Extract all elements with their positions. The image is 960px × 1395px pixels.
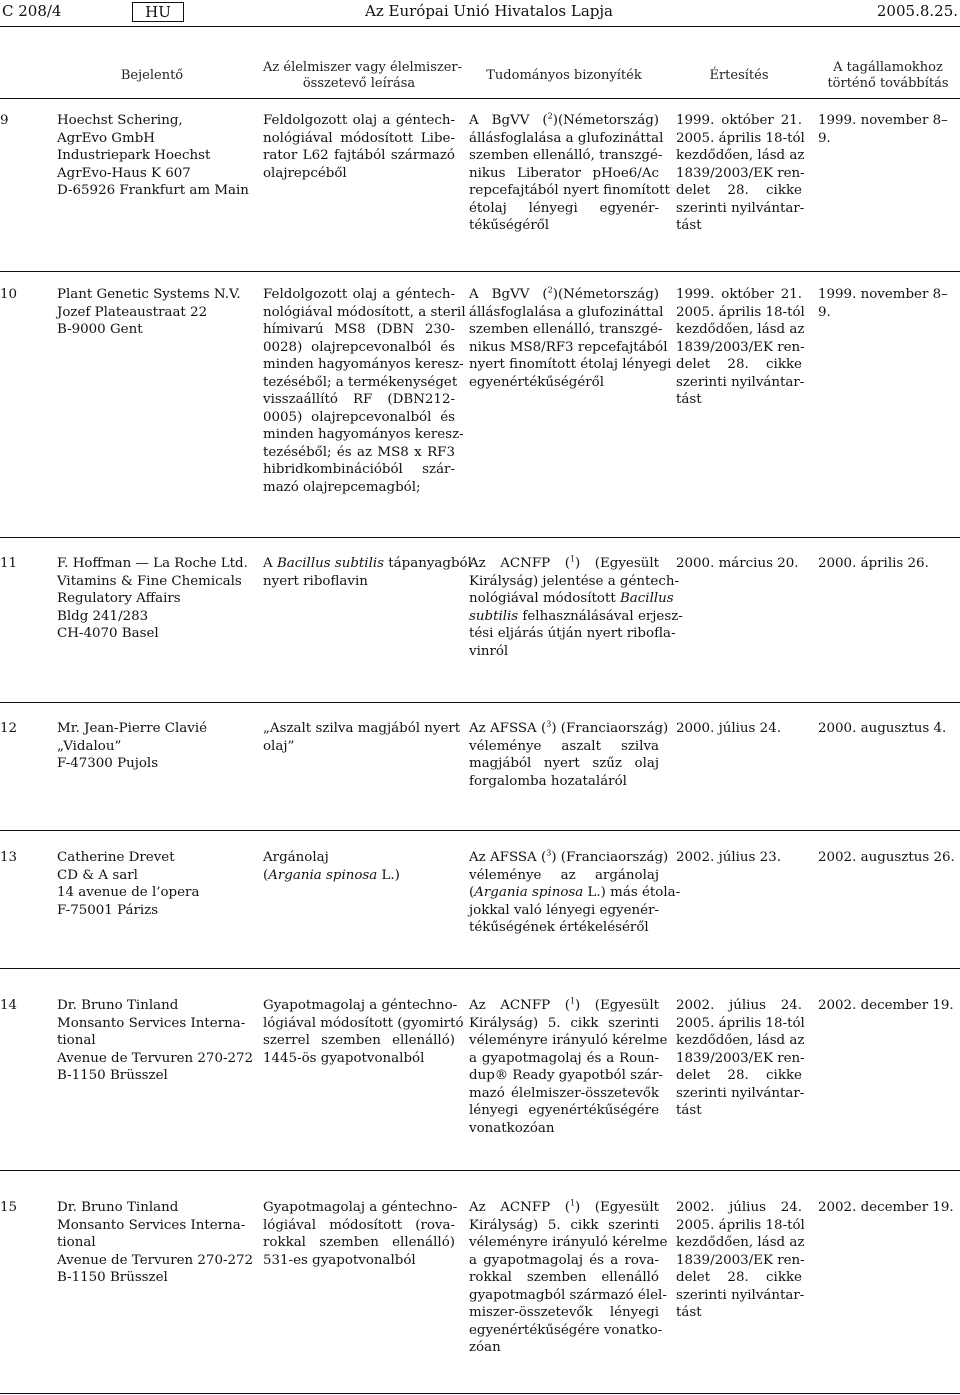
cell-line: tást bbox=[676, 1305, 702, 1320]
cell-line: F. Hoffman — La Roche Ltd. bbox=[57, 556, 248, 571]
cell-line: mazó olajrepcemagból; bbox=[263, 479, 421, 495]
cell-line: 9. bbox=[818, 304, 831, 320]
cell-line: Plant Genetic Systems N.V. bbox=[57, 287, 241, 302]
cell-line: hibridkombinációból szár- bbox=[263, 462, 455, 477]
cell-line: Monsanto Services Interna- bbox=[57, 1015, 246, 1031]
cell-line: 1999. október 21. bbox=[676, 113, 802, 128]
cell-line: 2005. április 18-tól bbox=[676, 1015, 805, 1031]
row-number: 11 bbox=[0, 556, 18, 571]
cell-line: A BgVV ($^2$)(Németország) bbox=[469, 111, 659, 128]
cell-line: 2000. augusztus 4. bbox=[818, 721, 947, 736]
cell-line: kezdődően, lásd az bbox=[676, 1033, 805, 1048]
cell-line: szerrel szemben ellenálló) bbox=[263, 1033, 455, 1048]
cell-line: Vitamins & Fine Chemicals bbox=[57, 573, 242, 589]
cell-line: 2002. december 19. bbox=[818, 1200, 954, 1215]
cell-line: CD & A sarl bbox=[57, 867, 138, 883]
row-divider bbox=[0, 271, 960, 272]
cell-line: 2000. július 24. bbox=[676, 721, 781, 736]
cell-line: 2000. április 26. bbox=[818, 556, 929, 571]
cell-line: delet 28. cikke bbox=[676, 1270, 802, 1285]
row-number: 9 bbox=[0, 113, 9, 128]
cell-line: „Aszalt szilva magjából nyert bbox=[263, 721, 461, 736]
cell-line: egyenértékűségére vonatko- bbox=[469, 1322, 663, 1338]
cell-line: tional bbox=[57, 1033, 96, 1048]
row-divider bbox=[0, 1170, 960, 1171]
cell-line: kezdődően, lásd az bbox=[676, 148, 805, 163]
applicant-cell bbox=[57, 112, 247, 200]
evidence-cell bbox=[469, 285, 672, 391]
cell-line: tást bbox=[676, 392, 702, 407]
cell-line: 1839/2003/EK ren- bbox=[676, 1252, 805, 1268]
cell-line: repcefajtából nyert finomított bbox=[469, 183, 670, 198]
cell-line: a gyapotmagolaj és a Roun- bbox=[469, 1050, 659, 1066]
cell-line: Gyapotmagolaj a géntechno- bbox=[263, 1200, 458, 1215]
transmission-cell bbox=[818, 555, 958, 573]
description-cell bbox=[263, 997, 464, 1067]
applicant-cell bbox=[57, 720, 247, 773]
notification-cell bbox=[676, 720, 802, 738]
cell-line: B-1150 Brüsszel bbox=[57, 1270, 168, 1285]
cell-line: állásfoglalása a glufozináttal bbox=[469, 130, 664, 146]
cell-line: nyert finomított étolaj lényegi bbox=[469, 357, 672, 372]
cell-line: Bldg 241/283 bbox=[57, 608, 149, 624]
notification-cell bbox=[676, 849, 802, 867]
cell-line: 1445-ös gyapotvonalból bbox=[263, 1050, 425, 1066]
applicant-cell bbox=[57, 555, 247, 643]
cell-line: 2002. július 24. bbox=[676, 1200, 802, 1215]
cell-line: szerinti nyilvántar- bbox=[676, 200, 805, 216]
cell-line: 2002. július 24. bbox=[676, 998, 802, 1013]
cell-line: tást bbox=[676, 218, 702, 233]
cell-line: Az ACNFP ($^1$) (Egyesült bbox=[469, 996, 659, 1013]
row-number: 13 bbox=[0, 850, 18, 865]
cell-line: 1839/2003/EK ren- bbox=[676, 1050, 805, 1066]
row-number: 14 bbox=[0, 998, 18, 1013]
cell-line: delet 28. cikke bbox=[676, 183, 802, 198]
evidence-cell bbox=[469, 996, 668, 1137]
column-header-rule bbox=[0, 98, 960, 99]
cell-line: 2002. augusztus 26. bbox=[818, 850, 955, 865]
cell-line: Regulatory Affairs bbox=[57, 591, 181, 606]
col-header-applicant: Bejelentő bbox=[120, 68, 184, 83]
applicant-cell bbox=[57, 997, 254, 1085]
description-cell bbox=[263, 849, 455, 884]
row-divider bbox=[0, 968, 960, 969]
cell-line: Jozef Plateaustraat 22 bbox=[57, 304, 208, 320]
page-header bbox=[0, 0, 960, 26]
cell-line: tezéséből; a termékenységet bbox=[263, 374, 458, 390]
cell-line: subtilis felhasználásával erjesz- bbox=[469, 608, 683, 624]
transmission-cell bbox=[818, 286, 958, 321]
notification-cell bbox=[676, 286, 805, 409]
cell-line: 1839/2003/EK ren- bbox=[676, 165, 805, 181]
cell-line: Királyság) 5. cikk szerinti bbox=[469, 1217, 659, 1233]
cell-line: kezdődően, lásd az bbox=[676, 322, 805, 337]
cell-line: 1999. november 8– bbox=[818, 113, 948, 128]
col-header-description: Az élelmiszer vagy élelmiszer- összetevő leírása bbox=[263, 60, 463, 91]
cell-line: gyapotmagból származó élel- bbox=[469, 1287, 667, 1303]
transmission-cell bbox=[818, 997, 958, 1015]
description-cell: A Bacillus subtilis tápanyagból nyert riboflavin bbox=[263, 556, 472, 589]
cell-line: egyenértékűségéről bbox=[469, 374, 605, 390]
cell-line: Gyapotmagolaj a géntechno- bbox=[263, 998, 458, 1013]
cell-line: Az AFSSA ($^3$) (Franciaország) bbox=[469, 848, 669, 865]
cell-line: vonatkozóan bbox=[469, 1120, 555, 1136]
cell-line: minden hagyományos keresz- bbox=[263, 357, 464, 372]
cell-line: állásfoglalása a glufozináttal bbox=[469, 304, 664, 320]
col-header-notification: Értesítés bbox=[709, 68, 769, 83]
cell-line: véleménye az argánolaj bbox=[469, 867, 659, 883]
description-cell bbox=[263, 286, 466, 496]
cell-line: 2005. április 18-tól bbox=[676, 1217, 805, 1233]
cell-line: miszer-összetevők lényegi bbox=[469, 1305, 659, 1320]
cell-line: 2002. július 23. bbox=[676, 850, 781, 865]
cell-line: tást bbox=[676, 1103, 702, 1118]
cell-line: szerinti nyilvántar- bbox=[676, 1287, 805, 1303]
cell-line: zóan bbox=[469, 1340, 501, 1355]
cell-line: tékűségének értékeléséről bbox=[469, 920, 649, 935]
evidence-cell bbox=[469, 1198, 668, 1357]
row-divider bbox=[0, 702, 960, 703]
cell-line: delet 28. cikke bbox=[676, 1068, 802, 1083]
evidence-cell bbox=[469, 848, 681, 937]
cell-line: szemben ellenálló, transzgé- bbox=[469, 322, 663, 337]
cell-line: 1839/2003/EK ren- bbox=[676, 339, 805, 355]
cell-line: 14 avenue de l’opera bbox=[57, 885, 200, 900]
cell-line: visszaállító RF (DBN212- bbox=[263, 392, 455, 407]
cell-line: 1999. november 8– bbox=[818, 287, 948, 302]
cell-line: véleményre irányuló kérelme bbox=[469, 1033, 668, 1048]
applicant-cell bbox=[57, 849, 247, 919]
cell-line: Hoechst Schering, bbox=[57, 113, 183, 128]
cell-line: 0028) olajrepcevonalból és bbox=[263, 339, 455, 355]
cell-line: Dr. Bruno Tinland bbox=[57, 1200, 179, 1215]
cell-line: véleménye aszalt szilva bbox=[469, 738, 659, 754]
cell-line: a gyapotmagolaj és a rova- bbox=[469, 1252, 659, 1268]
cell-line: Monsanto Services Interna- bbox=[57, 1217, 246, 1233]
cell-line: nikus MS8/RF3 repcefajtából bbox=[469, 339, 668, 355]
cell-line: szerinti nyilvántar- bbox=[676, 1085, 805, 1101]
notification-cell bbox=[676, 997, 805, 1120]
cell-line: 2000. március 20. bbox=[676, 556, 799, 571]
cell-line: Mr. Jean-Pierre Clavié bbox=[57, 721, 208, 736]
cell-line: 2005. április 18-tól bbox=[676, 130, 805, 146]
cell-line: F-47300 Pujols bbox=[57, 756, 159, 771]
row-divider bbox=[0, 830, 960, 831]
cell-line: rokkal szemben ellenálló) bbox=[263, 1235, 455, 1250]
header-rule bbox=[0, 26, 960, 27]
publication-date: 2005.8.25. bbox=[876, 2, 958, 20]
notification-cell bbox=[676, 1199, 805, 1322]
cell-line: 531-es gyapotvonalból bbox=[263, 1252, 416, 1268]
cell-line: kezdődően, lásd az bbox=[676, 1235, 805, 1250]
applicant-cell bbox=[57, 286, 247, 339]
cell-line: (Argania spinosa L.) bbox=[263, 867, 400, 883]
cell-line: CH-4070 Basel bbox=[57, 626, 159, 641]
journal-title: Az Európai Unió Hivatalos Lapja bbox=[365, 2, 613, 20]
cell-line: Catherine Drevet bbox=[57, 850, 175, 865]
cell-line: véleményre irányuló kérelme bbox=[469, 1235, 668, 1250]
cell-line: D-65926 Frankfurt am Main bbox=[57, 183, 249, 198]
cell-line: Dr. Bruno Tinland bbox=[57, 998, 179, 1013]
cell-line: Az AFSSA ($^3$) (Franciaország) bbox=[469, 719, 669, 736]
cell-line: rokkal szemben ellenálló bbox=[469, 1270, 659, 1285]
cell-line: dup® Ready gyapotból szár- bbox=[469, 1068, 663, 1083]
cell-line: Királyság) jelentése a géntech- bbox=[469, 573, 680, 589]
cell-line: rator L62 fajtából származó bbox=[263, 148, 455, 163]
cell-line: AgrEvo GmbH bbox=[57, 130, 155, 146]
cell-line: lógiával módosított (gyomirtó bbox=[263, 1015, 464, 1031]
cell-line: magjából nyert szűz olaj bbox=[469, 756, 659, 771]
row-divider bbox=[0, 537, 960, 538]
notification-cell bbox=[676, 555, 802, 573]
row-number: 12 bbox=[0, 721, 18, 736]
cell-line: mazó élelmiszer-összetevők bbox=[469, 1085, 659, 1101]
row-divider bbox=[0, 1393, 960, 1394]
cell-line: 2002. december 19. bbox=[818, 998, 954, 1013]
cell-line: lényegi egyenértékűségére bbox=[469, 1103, 659, 1118]
cell-line: lógiával módosított (rova- bbox=[263, 1217, 455, 1233]
evidence-cell bbox=[469, 111, 670, 235]
transmission-cell bbox=[818, 1199, 958, 1217]
cell-line: delet 28. cikke bbox=[676, 357, 802, 372]
cell-line: Industriepark Hoechst bbox=[57, 148, 211, 163]
applicant-cell bbox=[57, 1199, 254, 1287]
transmission-cell bbox=[818, 720, 958, 738]
cell-line: nológiával módosított, a steril bbox=[263, 304, 466, 320]
col-header-evidence: Tudományos bizonyíték bbox=[486, 68, 642, 83]
cell-line: forgalomba hozataláról bbox=[469, 773, 627, 789]
cell-line: minden hagyományos keresz- bbox=[263, 427, 464, 442]
cell-line: nológiával módosított Libe- bbox=[263, 130, 455, 146]
description-cell bbox=[263, 1199, 458, 1269]
cell-line: szerinti nyilvántar- bbox=[676, 374, 805, 390]
cell-line: 1999. október 21. bbox=[676, 287, 802, 302]
cell-line: 0005) olajrepcevonalból és bbox=[263, 409, 455, 425]
cell-line: jokkal való lényegi egyenér- bbox=[469, 902, 660, 918]
cell-line: B-9000 Gent bbox=[57, 322, 143, 337]
cell-line: Feldolgozott olaj a géntech- bbox=[263, 113, 455, 128]
cell-line: nológiával módosított Bacillus bbox=[469, 591, 674, 606]
transmission-cell bbox=[818, 849, 958, 867]
cell-line: (Argania spinosa L.) más étola- bbox=[469, 885, 681, 900]
cell-line: 2005. április 18-tól bbox=[676, 304, 805, 320]
transmission-cell bbox=[818, 112, 958, 147]
notification-cell bbox=[676, 112, 805, 235]
row-number: 10 bbox=[0, 287, 18, 302]
evidence-cell bbox=[469, 554, 683, 660]
cell-line: A BgVV ($^2$)(Németország) bbox=[469, 285, 659, 302]
cell-line: tezéséből; és az MS8 x RF3 bbox=[263, 444, 455, 460]
cell-line: Argánolaj bbox=[263, 850, 329, 865]
description-cell bbox=[263, 112, 455, 182]
cell-line: hímivarú MS8 (DBN 230- bbox=[263, 322, 455, 337]
cell-line: AgrEvo-Haus K 607 bbox=[57, 165, 191, 181]
cell-line: olaj” bbox=[263, 738, 295, 754]
cell-line: „Vidalou” bbox=[57, 738, 122, 754]
cell-line: tékűségéről bbox=[469, 218, 550, 233]
row-number: 15 bbox=[0, 1200, 18, 1215]
evidence-cell bbox=[469, 719, 669, 790]
cell-line: Királyság) 5. cikk szerinti bbox=[469, 1015, 659, 1031]
cell-line: tési eljárás útján nyert ribofla- bbox=[469, 626, 676, 641]
cell-line: tional bbox=[57, 1235, 96, 1250]
cell-line: F-75001 Párizs bbox=[57, 902, 159, 918]
page-number: C 208/4 bbox=[2, 2, 62, 20]
cell-line: nikus Liberator pHoe6/Ac bbox=[469, 165, 659, 181]
cell-line: Avenue de Tervuren 270-272 bbox=[57, 1252, 254, 1268]
language-badge: HU bbox=[132, 2, 184, 22]
cell-line: szemben ellenálló, transzgé- bbox=[469, 148, 663, 163]
cell-line: Az ACNFP ($^1$) (Egyesült bbox=[469, 1198, 659, 1215]
cell-line: vinról bbox=[469, 643, 509, 659]
col-header-transmission: A tagállamokhoz történő továbbítás bbox=[827, 60, 949, 91]
cell-line: B-1150 Brüsszel bbox=[57, 1068, 168, 1083]
cell-line: Feldolgozott olaj a géntech- bbox=[263, 287, 455, 302]
cell-line: Avenue de Tervuren 270-272 bbox=[57, 1050, 254, 1066]
cell-line: étolaj lényegi egyenér- bbox=[469, 200, 659, 216]
cell-line: olajrepcéből bbox=[263, 165, 347, 181]
description-cell bbox=[263, 720, 461, 755]
cell-line: 9. bbox=[818, 130, 831, 146]
cell-line: Az ACNFP ($^1$) (Egyesült bbox=[469, 554, 659, 571]
